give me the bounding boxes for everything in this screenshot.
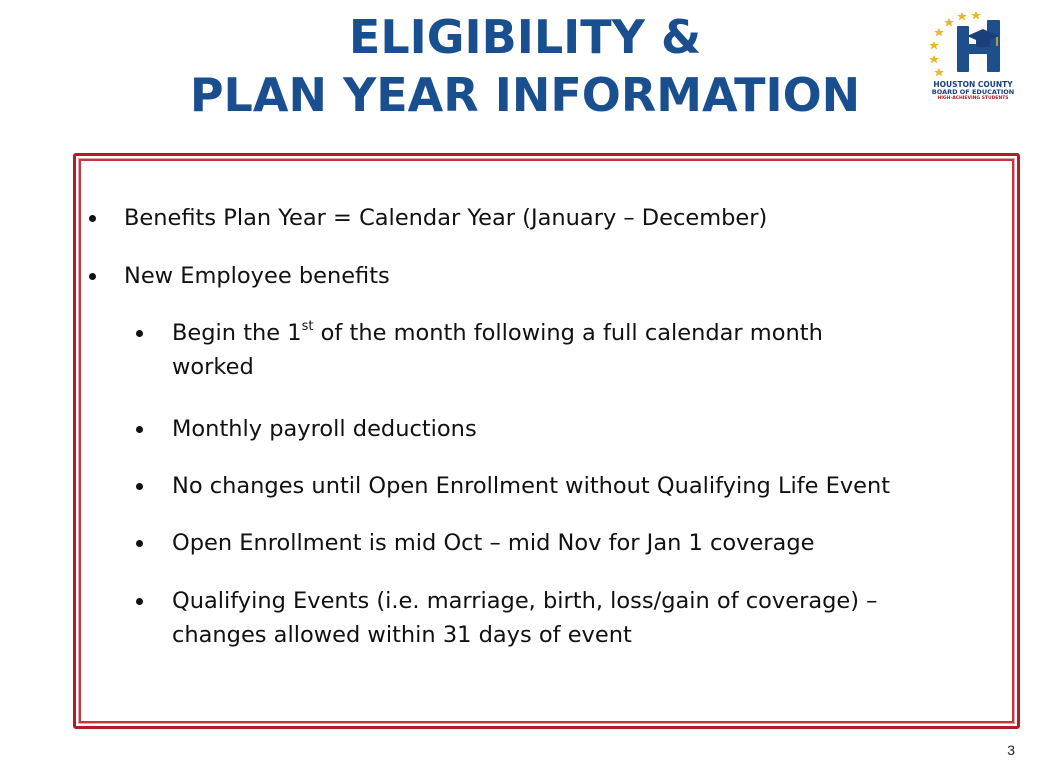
logo-text-line-1: HOUSTON COUNTY xyxy=(933,80,1013,89)
logo-text-line-3: HIGH-ACHIEVING STUDENTS xyxy=(937,96,1009,101)
slide-title xyxy=(150,8,900,124)
bullet-no-changes xyxy=(172,469,1012,503)
bullet-qualifying-events xyxy=(172,584,1012,652)
houston-county-logo-icon xyxy=(927,10,1019,102)
bullet-superscript: st xyxy=(301,319,314,334)
bullet-text-before: Begin the 1 xyxy=(172,320,302,346)
bullet-payroll-deductions xyxy=(172,412,1012,446)
bullet-dot-icon xyxy=(136,598,143,605)
bullet-text: Open Enrollment is mid Oct – mid Nov for Jan 1 coverage xyxy=(172,530,815,556)
bullet-dot-icon xyxy=(136,483,143,490)
bullet-text: Qualifying Events (i.e. marriage, birth, loss/gain of coverage) – xyxy=(172,588,878,614)
title-line-1: ELIGIBILITY & xyxy=(348,10,702,64)
logo-emblem-icon xyxy=(927,10,1019,80)
bullet-open-enrollment xyxy=(172,526,1012,560)
bullet-text: Monthly payroll deductions xyxy=(172,416,477,442)
bullet-dot-icon xyxy=(89,215,96,222)
bullet-plan-year xyxy=(124,201,994,235)
bullet-text: No changes until Open Enrollment without Qualifying Life Event xyxy=(172,473,891,499)
bullet-dot-icon xyxy=(89,273,96,280)
bullet-dot-icon xyxy=(136,330,143,337)
bullet-text-after: of the month following a full calendar month xyxy=(313,320,823,346)
bullet-dot-icon xyxy=(136,540,143,547)
bullet-text-line-2: changes allowed within 31 days of event xyxy=(172,622,632,648)
title-line-2: PLAN YEAR INFORMATION xyxy=(189,68,861,122)
bullet-text: Benefits Plan Year = Calendar Year (January – December) xyxy=(124,205,768,231)
logo-text-line-2: BOARD OF EDUCATION xyxy=(931,88,1015,96)
bullet-new-employee xyxy=(124,259,994,293)
bullet-text-line-2: worked xyxy=(172,354,254,380)
bullet-begin-first-of-month xyxy=(172,316,1012,384)
bullet-text: New Employee benefits xyxy=(124,263,390,289)
bullet-dot-icon xyxy=(136,426,143,433)
page-number: 3 xyxy=(1007,742,1015,758)
